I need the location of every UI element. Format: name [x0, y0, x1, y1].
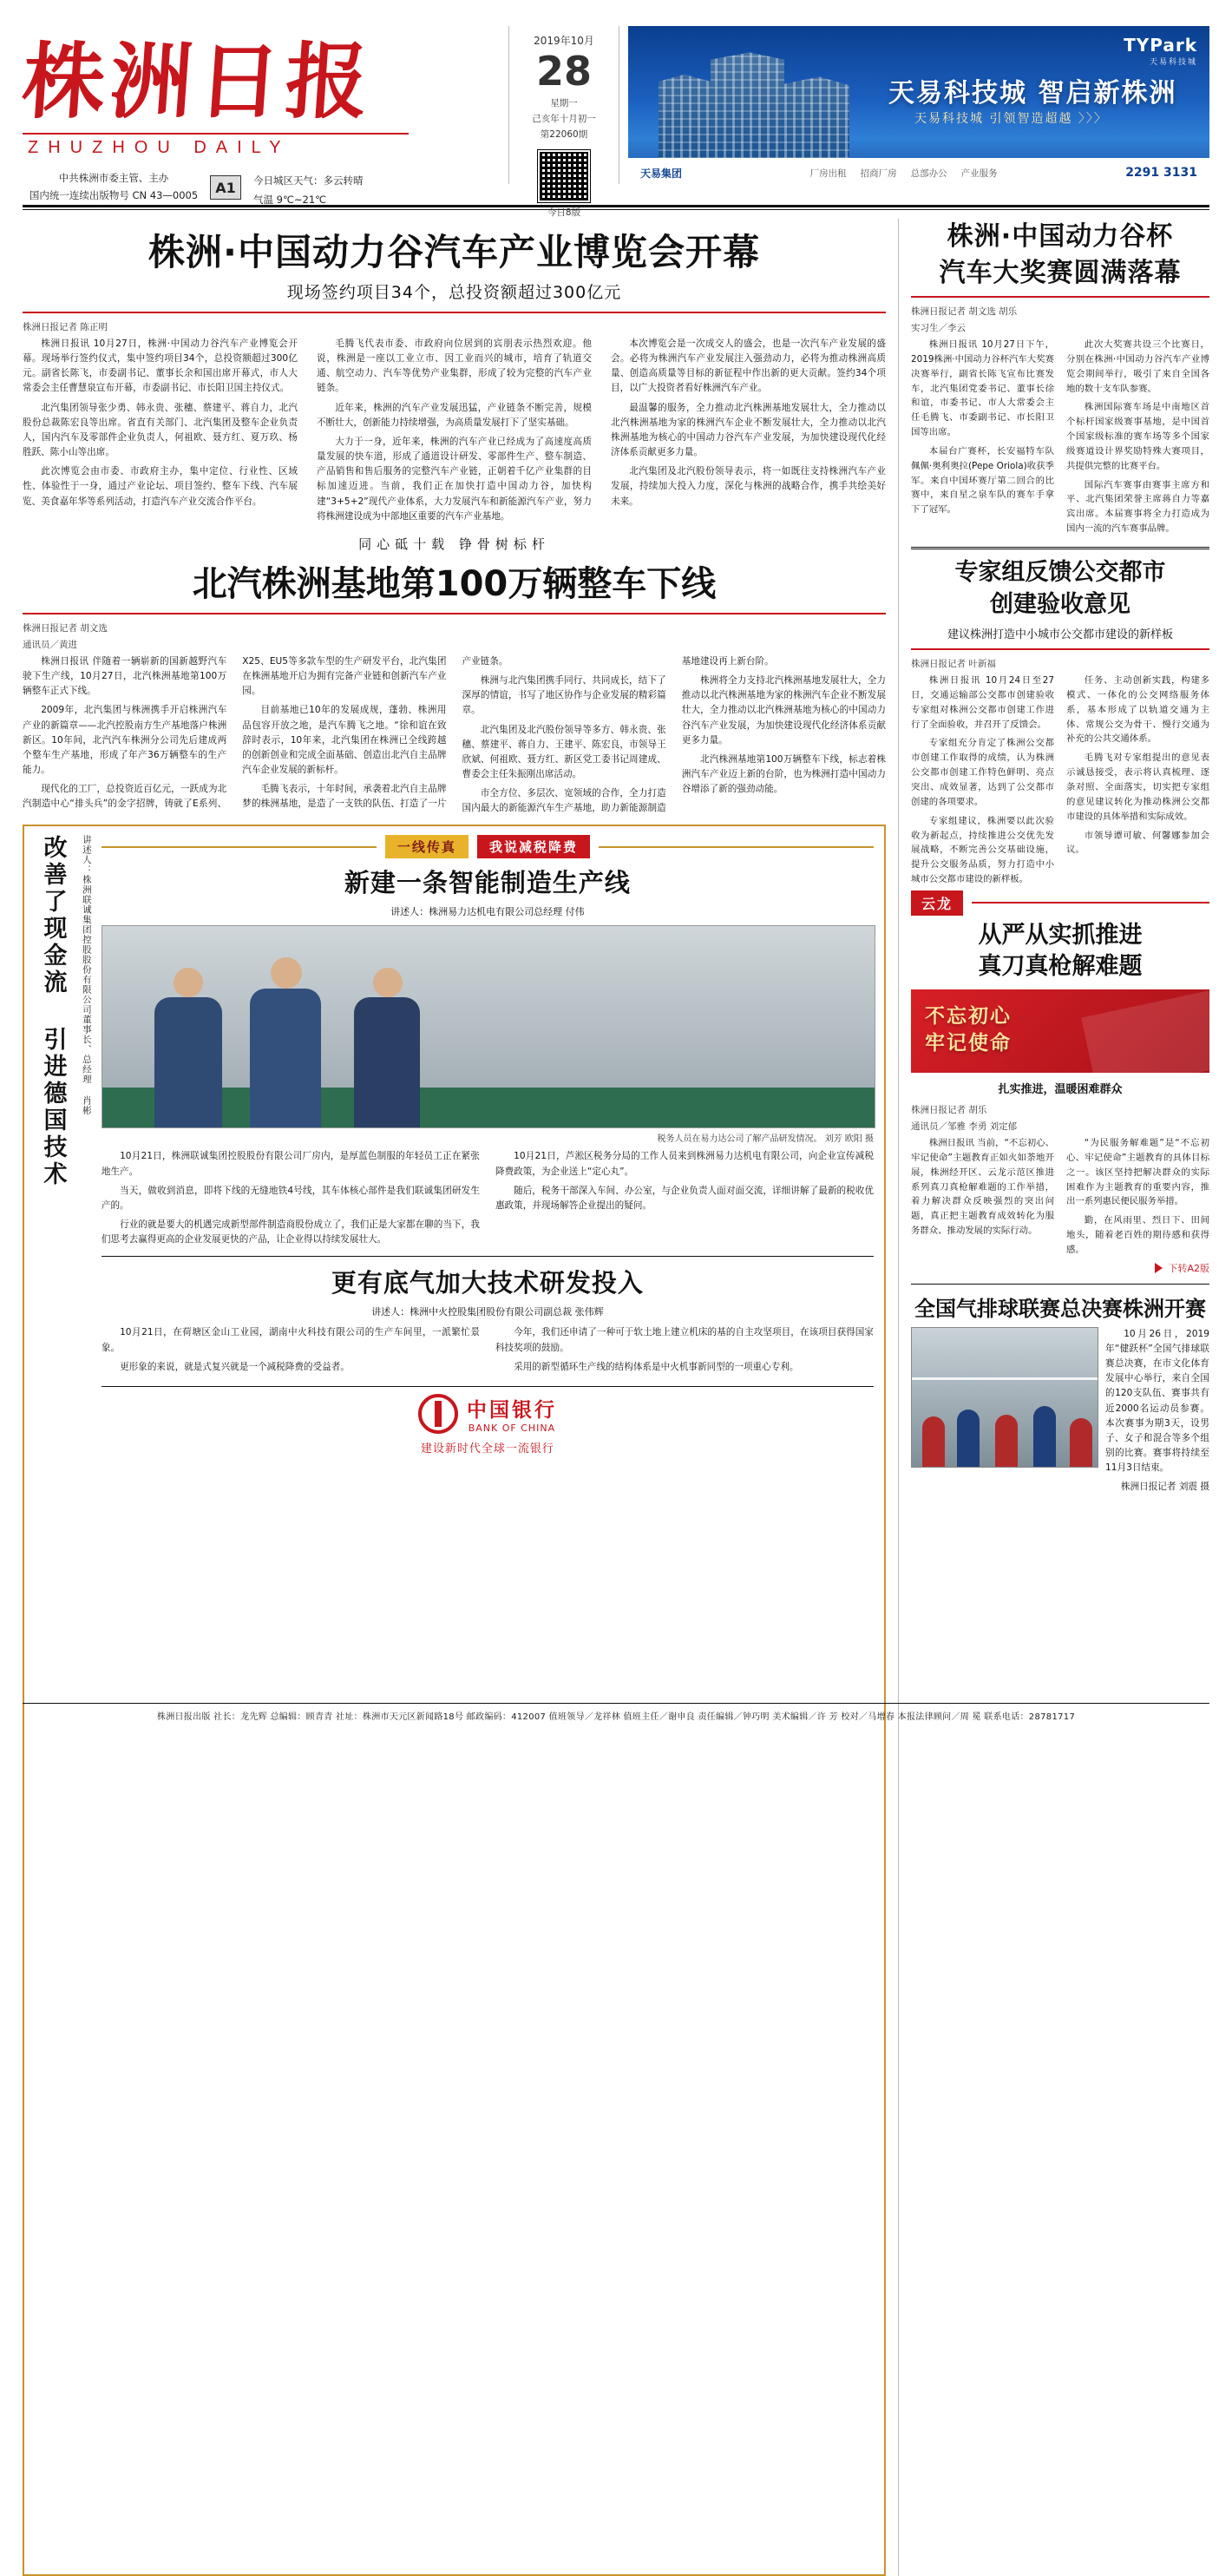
newspaper-title: 株洲日报 — [19, 35, 512, 129]
right-story1-body — [911, 338, 1209, 536]
feature-s1-para-2: 行业的就是要大的机遇完成新型部件制造商股份成立了，我们正是大家都在聊的当下，我们思考去赢得更高的企业发展更快的产品，让企业得以持续发展壮大。 — [102, 1218, 480, 1247]
sports-text — [1105, 1327, 1209, 1500]
theme-education-banner — [911, 989, 1209, 1073]
r2-para-3: 任务、主动创新实践，构建多模式、一体化的公交网络服务体系，基本形成了以轨道交通为主体、常规公交为骨干、慢行交通为补充的公共交通体系。 — [1066, 674, 1209, 746]
feature-s2-para-3: 采用的新型循环生产线的结构体系是中火机事新同型的一项重心专利。 — [495, 1360, 874, 1375]
tag-rule-right — [599, 846, 874, 848]
yunlong-title-line1: 从严从实抓推进 — [911, 921, 1209, 951]
banner-flag-icon — [1081, 990, 1209, 1073]
feature-s2-para-2: 今年，我们还申请了一种可于软土地上建立机床的基的自主攻坚项目，在该项目获得国家科技奖项的鼓励。 — [495, 1325, 874, 1355]
yunlong-byline: 株洲日报记者 胡乐 — [911, 1103, 1209, 1116]
lead-para-0: 株洲日报讯 10月27日，株洲·中国动力谷汽车产业博览会开幕。现场举行签约仪式，集中签约项目34个，总投资额超过300亿元。副省长陈飞，市委副书记、董事长余和国出席开幕式，市人大常委会主任曹慧泉宣布开幕，市委副书记、市长阳卫国主持仪式。 — [23, 337, 298, 397]
lead-rule — [23, 312, 886, 313]
second-rule — [23, 613, 886, 614]
right-story2-byline: 株洲日报记者 叶新福 — [911, 657, 1209, 670]
yl-para-0: 株洲日报讯 当前，“不忘初心、牢记使命”主题教育正如火如荼地开展，株洲经开区、云龙示范区推进系列真刀真枪解难题的工作举措，着力解决群众反映强烈的突出问题，真正把主题教育成效转化为服务群众、推动发展的实际行动。 — [911, 1136, 1054, 1239]
r2-para-2: 专家组建议，株洲要以此次验收为新起点，持续推进公交优先发展战略，不断完善公交基础设施，提升公交服务品质，努力打造中小城市公交都市建设的新样板。 — [911, 814, 1054, 887]
ad-nav — [682, 167, 1125, 180]
lead-para-2: 此次博览会由市委、市政府主办，集中定位、行业性、区域性、体验性于一身，通过产业论坛、项目签约、整车下线、汽车展览、美食嘉年华等系列活动，打造汽车产业交流合作平台。 — [23, 464, 298, 509]
right-story2-rule — [911, 648, 1209, 650]
advertiser-logo — [1124, 35, 1197, 67]
second-para-0: 株洲日报讯 伴随着一辆崭新的国新越野汽车驶下生产线，10月27日，北汽株洲基地第100万辆整车正式下线。 — [23, 654, 226, 699]
bank-advertisement[interactable] — [102, 1386, 874, 1456]
right-divider-2 — [911, 1284, 1209, 1285]
lead-body — [23, 337, 886, 524]
date-lunar: 己亥年十月初一 — [509, 112, 619, 128]
yunlong-rule — [972, 902, 1209, 904]
sports-photo — [911, 1327, 1098, 1468]
feature-photo-workers — [102, 925, 875, 1128]
page-content — [23, 219, 1209, 2576]
yunlong-tag: 云龙 — [911, 890, 963, 916]
second-para-7: 市全方位、多层次、宽领域的合作，全力打造国内最大的新能源汽车生产基地，助力新能源制造基地建设再上新台阶。 — [462, 654, 887, 817]
second-body — [23, 654, 886, 817]
banner-line-1: 不忘初心 — [925, 1005, 1012, 1028]
feature-vertical-title: 改善了现金流 引进德国技术 — [35, 835, 70, 2566]
date-weekday: 星期一 — [509, 96, 619, 112]
tag-taxcut: 我说减税降费 — [477, 835, 590, 858]
second-para-6: 北汽集团及北汽股份领导等多方、韩永贵、张穗、蔡建平、蒋自力、王建平、陈宏良，市领导王欣斌、何祖欧、聂方红、新区党工委书记周建成、曹委会主任朱振刚出席活动。 — [462, 723, 666, 783]
continued-note[interactable] — [911, 1261, 1209, 1275]
tag-rule-left — [102, 846, 377, 848]
right-story2-title-line1: 专家组反馈公交都市 — [911, 558, 1209, 588]
sports-para: 10月26日，2019年“健跃杯”全国气排球联赛总决赛，在市文化体育发展中心举行，来自全国的120支队伍、赛事共有近2000名运动员参赛。本次赛事为期3天，设男子、女子和混合等多个组别的比赛。赛事将持续至11月3日结束。 — [1105, 1327, 1209, 1476]
r2-para-4: 毛腾飞对专家组提出的意见表示诚恳接受，表示将认真梳理、逐条对照、全面落实，切实把专家组的意见建议转化为推动株洲公交都市建设的具体举措和实际成效。 — [1066, 751, 1209, 824]
ad-headline: 天易科技城 智启新株洲 — [888, 71, 1176, 109]
second-para-1: 2009年，北汽集团与株洲携手开启株洲汽车产业的新篇章——北汽控股南方生产基地落户株洲新区。10年间，北汽汽车株洲分公司先后建成两个整车生产基地，形成了年产36万辆整车的生产能力。 — [23, 703, 226, 778]
building-illustration-icon — [645, 45, 862, 167]
sports-block — [911, 1327, 1209, 1500]
top-advertisement[interactable] — [628, 26, 1209, 187]
yunlong-header — [911, 890, 1209, 916]
feature-tag-strip — [102, 835, 874, 858]
feature-s1-para-4: 随后，税务干部深入车间、办公室，与企业负责人面对面交流，详细讲解了最新的税收优惠政策，并现场解答企业提出的疑问。 — [495, 1184, 874, 1213]
bank-name-en: BANK OF CHINA — [467, 1423, 557, 1434]
advertiser-brand: TYPark — [1124, 35, 1197, 56]
r2-para-5: 市领导谭可敏、何馨娜参加会议。 — [1066, 829, 1209, 858]
feature-s2-para-1: 更形象的来说，就是式复兴就是一个减税降费的受益者。 — [102, 1360, 480, 1375]
weather-block — [253, 172, 364, 210]
feature-vertical-note: 讲述人：株洲联诚集团控股股份有限公司董事长、总经理 肖彬 — [79, 835, 95, 1208]
r2-para-0: 株洲日报讯 10月24日至27日，交通运输部公交都市创建验收专家组对株洲公交都市创建工作进行了全面验收，并召开了反馈会。 — [911, 674, 1054, 732]
ad-subline: 天易科技城 引领智造超越 〉〉〉 — [914, 109, 1108, 127]
second-byline: 株洲日报记者 胡文选 — [23, 621, 886, 634]
lead-para-5: 大力于一身，近年来，株洲的汽车产业已经成为了高速度高质量发展的快车道，形成了通道设计研发、零部件生产、整车制造、产品销售和售后服务的完整汽车产业链，正朝着千亿产业集群的目标加速迈进。当前，我们正在加快打造中国动力谷，加快构建“3+5+2”现代产业体系，大力发展汽车和新能源汽车产业，努力将株洲建设成为中部地区重要的汽车产业基地。 — [317, 435, 592, 524]
feature-story2-title: 更有底气加大技术研发投入 — [102, 1264, 874, 1299]
yunlong-subhead: 扎实推进，温暖困难群众 — [911, 1080, 1209, 1096]
volleyball-net-icon — [912, 1377, 1098, 1380]
r1-para-1: 本届台广赛杯，长安福特车队佩佩·奥利奥拉(Pepe Oriola)收获季军。来自中国环赛厅第二回合的比赛中，来自星之泉车队的赛车手拿下了冠军。 — [911, 444, 1054, 517]
lead-para-1: 北汽集团领导张少勇、韩永贵、张穗、蔡建平、蒋自力，北汽股份总裁陈宏良等出席。省直有关部门、北汽集团及整车企业负责人，国内汽车及零部件企业负责人，何祖欧、聂方红、夏万玖、杨胜跃、陈小山等出席。 — [23, 401, 298, 461]
lead-para-8: 北汽集团及北汽股份领导表示，将一如既往支持株洲汽车产业发展，持续加大投入力度，深化与株洲的战略合作，携手共绘美好未来。 — [611, 464, 886, 509]
right-story2-title-line2: 创建验收意见 — [911, 590, 1209, 621]
yl-para-2: 勤，在风雨里、烈日下、田间地头，随着老百姓的期待感和获得感。 — [1066, 1213, 1209, 1258]
page-badge: A1 — [210, 175, 241, 200]
yunlong-body — [911, 1136, 1209, 1258]
feature-s1-para-0: 10月21日，株洲联诚集团控股股份有限公司厂房内，是厚蓝色制服的年轻员工正在紧张地生产。 — [102, 1149, 480, 1179]
second-headline: 北汽株洲基地第100万辆整车下线 — [23, 556, 886, 606]
banner-line-2: 牢记使命 — [925, 1032, 1012, 1055]
second-para-9: 北汽株洲基地第100万辆整车下线，标志着株洲汽车产业迈上新的台阶，也为株洲打造中国动力谷增添了新的强劲动能。 — [682, 752, 886, 797]
second-correspondent: 通讯员／黄进 — [23, 638, 886, 651]
r1-para-0: 株洲日报讯 10月27日下午，2019株洲·中国动力谷杯汽车大奖赛决赛举行，副省长陈飞宣布比赛发车，北汽集团党委书记、董事长徐和谊，市委书记、市人大常委会主任毛腾飞、市委副书记、市长阳卫国等出席。 — [911, 338, 1054, 440]
feature-divider — [102, 1256, 874, 1257]
masthead-left — [23, 19, 508, 210]
yl-para-1: “为民服务解难题”是“不忘初心、牢记使命”主题教育的具体目标之一。该区坚持把解决群众的实际困难作为主题教育的重要内容，推出一系列惠民便民服务举措。 — [1066, 1136, 1209, 1209]
newspaper-pinyin: ZHUZHOU DAILY — [28, 138, 508, 158]
lead-subheadline: 现场签约项目34个，总投资额超过300亿元 — [23, 279, 886, 303]
lead-para-7: 最温馨的服务，全力推动北汽株洲基地发展壮大，全力推动以北汽株洲基地为家的株洲汽车企业不断发展壮大，全力推动以北汽株洲基地为核心的中国动力谷汽车产业发展，为加快建设现代化经济体系贡献更多力量。 — [611, 401, 886, 461]
r1-para-4: 国际汽车赛事由赛事主席方和平、北汽集团荣誉主席蒋自力等嘉宾出席。本届赛事将全力打造成为国内一流的汽车赛事品牌。 — [1066, 478, 1209, 536]
tag-frontline: 一线传真 — [385, 835, 469, 858]
right-story1-title-line1: 株洲·中国动力谷杯 — [911, 220, 1209, 253]
lead-para-3: 毛腾飞代表市委、市政府向位居到的宾朋表示热烈欢迎。他说，株洲是一座以工业立市、因工业而兴的城市，培育了轨道交通、航空动力、汽车等优势产业集群，形成了较为完整的汽车产业链条。 — [317, 337, 592, 397]
feature-s1-para-1: 当天，做收到消息，即将下线的无缝地铁4号线，其车体核心部件是我们联诚集团研发生产的。 — [102, 1184, 480, 1213]
sports-credit: 株洲日报记者 刘震 摄 — [1105, 1480, 1209, 1495]
feature-story1-speaker: 讲述人：株洲易力达机电有限公司总经理 付伟 — [102, 904, 874, 918]
right-story1-correspondent: 实习生／李云 — [911, 321, 1209, 334]
weather-line-2: 气温 9℃~21℃ — [253, 191, 364, 210]
issue-number: 第22060期 — [509, 128, 619, 143]
ad-nav-item-3[interactable]: 产业服务 — [961, 167, 998, 180]
date-day: 28 — [509, 51, 619, 91]
lead-byline: 株洲日报记者 陈正明 — [23, 320, 886, 333]
weather-line-1: 今日城区天气：多云转晴 — [253, 172, 364, 191]
ad-footer-bar — [628, 158, 1209, 187]
second-para-4: 毛腾飞表示，十年时间，承袭着北汽自主品牌梦的株洲基地，是造了一支铁的队伍、打造了一片产业链条。 — [242, 654, 666, 817]
feature-story2-speaker: 讲述人：株洲中火控股集团股份有限公司副总裁 张伟辉 — [102, 1304, 874, 1318]
r1-para-3: 株洲国际赛车场是中南地区首个标杆国家级赛事基地，是中国首个国家级标准的赛车场等多个国家级赛道设计界奖励特殊大赛项目，共提供完整的比赛平台。 — [1066, 400, 1209, 473]
ad-nav-item-0[interactable]: 厂房出租 — [810, 167, 847, 180]
ad-nav-item-2[interactable]: 总部办公 — [911, 167, 947, 180]
feature-story1-title: 新建一条智能制造生产线 — [102, 864, 874, 899]
ad-phone-number: 2291 3131 — [1125, 166, 1209, 180]
ad-nav-item-1[interactable]: 招商厂房 — [861, 167, 897, 180]
second-para-5: 株洲与北汽集团携手同行、共同成长，结下了深厚的情谊，书写了地区协作与企业发展的精彩篇章。 — [462, 674, 666, 718]
right-story2-body — [911, 674, 1209, 887]
feature-s1-para-3: 10月21日，芦淞区税务分局的工作人员来到株洲易力达机电有限公司，向企业宣传减税降费政策，为企业送上“定心丸”。 — [495, 1149, 874, 1179]
title-rule — [23, 133, 409, 135]
lead-headline: 株洲·中国动力谷汽车产业博览会开幕 — [23, 224, 886, 276]
second-para-8: 株洲将全力支持北汽株洲基地发展壮大，全力推动以北汽株洲基地为家的株洲汽车企业不断发展壮大，全力推动以北汽株洲基地为核心的中国动力谷汽车产业发展，为加快建设现代化经济体系贡献更多力量。 — [682, 674, 886, 748]
continued-label: 下转A2版 — [1168, 1261, 1209, 1275]
masthead — [23, 19, 1209, 200]
lead-para-4: 近年来，株洲的汽车产业发展迅猛，产业链条不断完善，规模不断壮大，创新能力持续增强，为高质量发展打下了坚实基础。 — [317, 401, 592, 430]
sports-title: 全国气排球联赛总决赛株洲开赛 — [911, 1291, 1209, 1322]
second-para-2: 现代化的工厂，总投资近百亿元，一跃成为北汽制造中心“排头兵”的金字招牌，铸就了E系列、X25、EU5等多款车型的生产研发平台，北汽集团在株洲基地开启为拥有完备产业链和创新汽车产业园。 — [23, 654, 447, 817]
right-divider-1 — [911, 547, 1209, 549]
feature-photo-caption: 税务人员在易力达公司了解产品研发情况。 刘芳 欧阳 摄 — [102, 1131, 874, 1144]
banner-text — [925, 1003, 1012, 1057]
arrow-right-icon — [1155, 1263, 1163, 1273]
page-footer: 株洲日报出版 社长：龙先辉 总编辑：顾青青 社址：株洲市天元区新闻路18号 邮政编码：412007 值班领导／龙祥林 值班主任／谢申良 责任编辑／钟巧明 美术编辑／许 芳 校对／马增春 本报法律顾问／周 冕 联系电话：28781717 — [23, 1703, 1209, 1722]
publisher-line-1: 中共株洲市委主管、主办 — [23, 170, 205, 187]
bank-slogan: 建设新时代全球一流银行 — [102, 1439, 874, 1456]
bank-name-cn: 中国银行 — [467, 1394, 557, 1423]
second-story-kicker: 同心砥十载 铮骨树标杆 — [23, 535, 886, 553]
feature-s2-para-0: 10月21日，在荷塘区金山工业园，湖南中火科技有限公司的生产车间里，一派繁忙景象。 — [102, 1325, 480, 1355]
qr-code-icon[interactable] — [538, 150, 590, 202]
masthead-meta — [23, 170, 508, 210]
main-column — [23, 219, 899, 2576]
publisher-line-2: 国内统一连续出版物号 CN 43—0005 — [23, 187, 205, 205]
feature-box — [23, 825, 886, 2576]
ad-group-name: 天易集团 — [628, 166, 682, 181]
second-para-3: 目前基地已10年的发展成规，蓬勃、株洲用品包容开放之地，是汽车腾飞之地。“徐和谊在致辞时表示，10年来，北汽集团在株洲已全线跨越的创新创业和完成全面基础、创造出北汽自主品牌汽车企业发展的新标杆。 — [242, 703, 446, 778]
lead-para-6: 本次博览会是一次成交人的盛会，也是一次汽车产业发展的盛会。必将为株洲汽车产业发展注入强劲动力，必将为推动株洲高质量、创造高质量等目标的新征程中作出新的更大贡献。签约34个项目，以广大投资者看好株洲汽车产业。 — [611, 337, 886, 397]
bank-logo-icon — [418, 1394, 458, 1434]
advertiser-brand-sub: 天易科技城 — [1124, 56, 1197, 67]
r2-para-1: 专家组充分肯定了株洲公交都市创建工作取得的成绩，认为株洲公交都市创建工作特色鲜明、亮点突出、成效显著，达到了公交都市创建的各项要求。 — [911, 736, 1054, 809]
right-story1-title-line2: 汽车大奖赛圆满落幕 — [911, 257, 1209, 290]
page-count: 今日8版 — [509, 206, 619, 219]
right-column — [899, 219, 1209, 2576]
yunlong-correspondent: 通讯员／邹雅 李勇 刘定郁 — [911, 1120, 1209, 1133]
r1-para-2: 此次大奖赛共设三个比赛日，分别在株洲·中国动力谷汽车产业博览会期间举行，吸引了来自全国各地的数十支车队参赛。 — [1066, 338, 1209, 396]
date-year-month: 2019年10月 — [509, 33, 619, 48]
right-story2-subtitle: 建议株洲打造中小城市公交都市建设的新样板 — [911, 625, 1209, 641]
right-story1-rule — [911, 296, 1209, 298]
yunlong-title-line2: 真刀真枪解难题 — [911, 952, 1209, 982]
date-block — [508, 26, 619, 184]
right-story1-byline: 株洲日报记者 胡文选 胡乐 — [911, 305, 1209, 318]
